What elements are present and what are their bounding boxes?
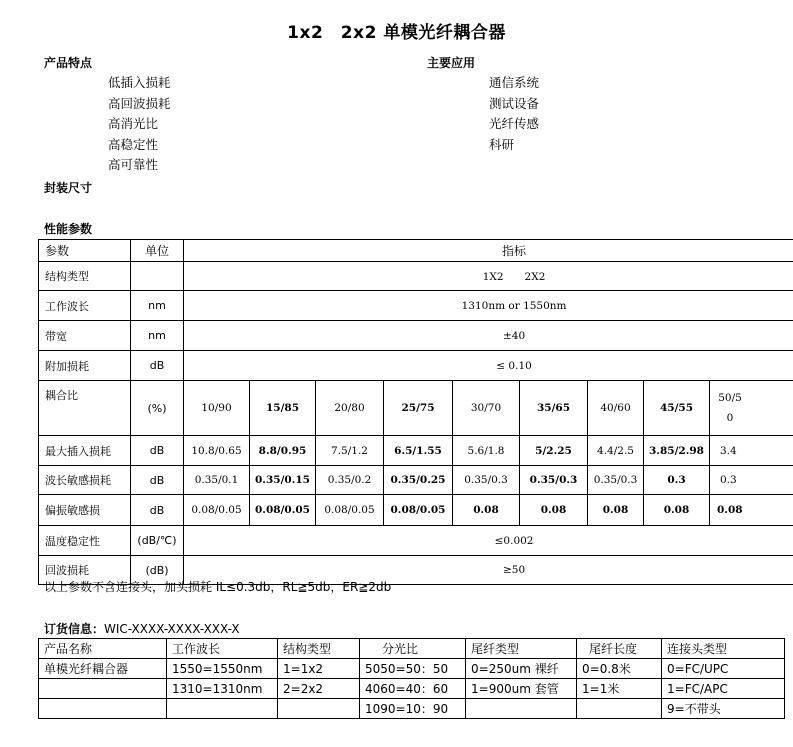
application-item: 科研 bbox=[489, 136, 515, 152]
row-value: ≤0.002 bbox=[184, 526, 793, 556]
ordering-cell bbox=[278, 699, 360, 719]
applications-heading: 主要应用 bbox=[427, 56, 476, 70]
ordering-cell: 0=0.8米 bbox=[577, 659, 662, 679]
ordering-cell bbox=[577, 699, 662, 719]
row-label: 耦合比 bbox=[39, 381, 131, 436]
row-structure bbox=[39, 262, 793, 291]
feature-item: 高回波损耗 bbox=[108, 95, 171, 111]
row-unit: nm bbox=[131, 291, 184, 321]
table-row bbox=[39, 679, 785, 699]
row-unit: nm bbox=[131, 321, 184, 351]
ordering-cell: 1310=1310nm bbox=[167, 679, 278, 699]
ordering-cell bbox=[167, 699, 278, 719]
package-heading: 封装尺寸 bbox=[44, 181, 93, 195]
ordering-cell: 0=250um 裸纤 bbox=[466, 659, 577, 679]
row-value: ≤ 0.10 bbox=[184, 351, 793, 381]
table-header-row bbox=[39, 240, 793, 262]
ordering-code: WIC-XXXX-XXXX-XXX-X bbox=[104, 622, 240, 636]
feature-item: 高稳定性 bbox=[108, 136, 159, 152]
table-row bbox=[39, 659, 785, 679]
pdl-cell: 0.08 bbox=[644, 495, 710, 526]
ordering-cell: 1090=10：90 bbox=[360, 699, 466, 719]
params-note: 以上参数不含连接头，加头损耗 IL≤0.3db，RL≧5db，ER≧2db bbox=[44, 580, 392, 594]
loss-cell: 5/2.25 bbox=[520, 436, 588, 466]
ordering-table bbox=[38, 638, 785, 719]
row-temp-stability bbox=[39, 526, 793, 556]
header-param: 参数 bbox=[39, 240, 131, 262]
ratio-cell: 40/60 bbox=[588, 381, 644, 436]
ordering-cell: 9=不带头 bbox=[662, 699, 785, 719]
loss-cell: 3.4 bbox=[710, 436, 793, 466]
performance-table bbox=[38, 239, 793, 585]
ordering-cell: 1=1x2 bbox=[278, 659, 360, 679]
ordering-cell: 1=FC/APC bbox=[662, 679, 785, 699]
feature-item: 高消光比 bbox=[108, 116, 159, 131]
ordering-cell: 5050=50：50 bbox=[360, 659, 466, 679]
row-unit: dB bbox=[131, 436, 184, 466]
row-value: 1310nm or 1550nm bbox=[184, 291, 793, 321]
row-unit: dB bbox=[131, 495, 184, 526]
loss-cell: 10.8/0.65 bbox=[184, 436, 250, 466]
ordering-header: 产品名称 bbox=[39, 639, 167, 659]
row-value: 1X2 2X2 bbox=[184, 262, 793, 291]
ordering-cell: 1=1米 bbox=[577, 679, 662, 699]
row-label: 波长敏感损耗 bbox=[39, 466, 131, 495]
wdl-cell: 0.3 bbox=[644, 466, 710, 495]
ratio-cell-text: 50/50 bbox=[718, 392, 742, 424]
row-label: 带宽 bbox=[39, 321, 131, 351]
row-excess-loss bbox=[39, 351, 793, 381]
ordering-cell bbox=[466, 699, 577, 719]
row-value: ±40 bbox=[184, 321, 793, 351]
loss-cell: 3.85/2.98 bbox=[644, 436, 710, 466]
ratio-cell: 30/70 bbox=[453, 381, 520, 436]
row-value: ≥50 bbox=[184, 556, 793, 585]
ordering-cell: 1550=1550nm bbox=[167, 659, 278, 679]
row-label: 偏振敏感损 bbox=[39, 495, 131, 526]
wdl-cell: 0.35/0.25 bbox=[384, 466, 453, 495]
pdl-cell: 0.08 bbox=[710, 495, 793, 526]
wdl-cell: 0.3 bbox=[710, 466, 793, 495]
row-bandwidth bbox=[39, 321, 793, 351]
page-title: 1x2 2x2 单模光纤耦合器 bbox=[287, 23, 506, 43]
pdl-cell: 0.08 bbox=[520, 495, 588, 526]
ordering-cell: 单模光纤耦合器 bbox=[39, 659, 167, 679]
ratio-cell bbox=[710, 381, 793, 436]
loss-cell: 8.8/0.95 bbox=[250, 436, 316, 466]
ordering-cell: 1=900um 套管 bbox=[466, 679, 577, 699]
row-unit: (%) bbox=[131, 381, 184, 436]
header-spec: 指标 bbox=[184, 240, 793, 262]
applications-list bbox=[489, 73, 539, 155]
loss-cell: 5.6/1.8 bbox=[453, 436, 520, 466]
pdl-cell: 0.08/0.05 bbox=[316, 495, 384, 526]
ordering-cell bbox=[39, 679, 167, 699]
row-label: 结构类型 bbox=[39, 262, 131, 291]
wdl-cell: 0.35/0.3 bbox=[588, 466, 644, 495]
row-label: 附加损耗 bbox=[39, 351, 131, 381]
ordering-cell: 0=FC/UPC bbox=[662, 659, 785, 679]
features-heading: 产品特点 bbox=[44, 56, 93, 70]
wdl-cell: 0.35/0.1 bbox=[184, 466, 250, 495]
pdl-cell: 0.08 bbox=[588, 495, 644, 526]
wdl-cell: 0.35/0.2 bbox=[316, 466, 384, 495]
ratio-cell: 35/65 bbox=[520, 381, 588, 436]
row-wavelength bbox=[39, 291, 793, 321]
row-label: 回波损耗 bbox=[39, 556, 131, 585]
pdl-cell: 0.08/0.05 bbox=[250, 495, 316, 526]
ordering-header-row bbox=[39, 639, 785, 659]
ordering-cell bbox=[39, 699, 167, 719]
pdl-cell: 0.08/0.05 bbox=[384, 495, 453, 526]
ordering-header: 尾纤长度 bbox=[577, 639, 662, 659]
ordering-label: 订货信息： bbox=[44, 622, 105, 636]
row-unit: (dB/℃) bbox=[131, 526, 184, 556]
row-pdl bbox=[39, 495, 793, 526]
feature-item: 高可靠性 bbox=[108, 157, 159, 172]
row-label: 工作波长 bbox=[39, 291, 131, 321]
ordering-cell: 2=2x2 bbox=[278, 679, 360, 699]
ratio-cell: 20/80 bbox=[316, 381, 384, 436]
ordering-header: 分光比 bbox=[360, 639, 466, 659]
ordering-cell: 4060=40：60 bbox=[360, 679, 466, 699]
wdl-cell: 0.35/0.3 bbox=[453, 466, 520, 495]
ratio-cell: 45/55 bbox=[644, 381, 710, 436]
row-label: 温度稳定性 bbox=[39, 526, 131, 556]
wdl-cell: 0.35/0.15 bbox=[250, 466, 316, 495]
ratio-cell: 25/75 bbox=[384, 381, 453, 436]
row-label: 最大插入损耗 bbox=[39, 436, 131, 466]
pdl-cell: 0.08 bbox=[453, 495, 520, 526]
row-unit: dB bbox=[131, 466, 184, 495]
ratio-cell: 10/90 bbox=[184, 381, 250, 436]
row-max-insertion-loss bbox=[39, 436, 793, 466]
ordering-header: 结构类型 bbox=[278, 639, 360, 659]
row-unit: (dB) bbox=[131, 556, 184, 585]
wdl-cell: 0.35/0.3 bbox=[520, 466, 588, 495]
row-unit bbox=[131, 262, 184, 291]
performance-heading: 性能参数 bbox=[44, 222, 93, 236]
ordering-header: 连接头类型 bbox=[662, 639, 785, 659]
row-coupling-ratio bbox=[39, 381, 793, 436]
row-wdl bbox=[39, 466, 793, 495]
pdl-cell: 0.08/0.05 bbox=[184, 495, 250, 526]
table-row bbox=[39, 699, 785, 719]
ordering-info bbox=[44, 620, 240, 637]
loss-cell: 7.5/1.2 bbox=[316, 436, 384, 466]
ordering-header: 尾纤类型 bbox=[466, 639, 577, 659]
application-item: 光纤传感 bbox=[489, 116, 540, 131]
loss-cell: 6.5/1.55 bbox=[384, 436, 453, 466]
ratio-cell: 15/85 bbox=[250, 381, 316, 436]
ordering-header: 工作波长 bbox=[167, 639, 278, 659]
application-item: 通信系统 bbox=[489, 75, 540, 90]
row-unit: dB bbox=[131, 351, 184, 381]
features-list bbox=[108, 73, 171, 176]
header-unit: 单位 bbox=[131, 240, 184, 262]
application-item: 测试设备 bbox=[489, 95, 540, 111]
loss-cell: 4.4/2.5 bbox=[588, 436, 644, 466]
feature-item: 低插入损耗 bbox=[108, 75, 171, 90]
